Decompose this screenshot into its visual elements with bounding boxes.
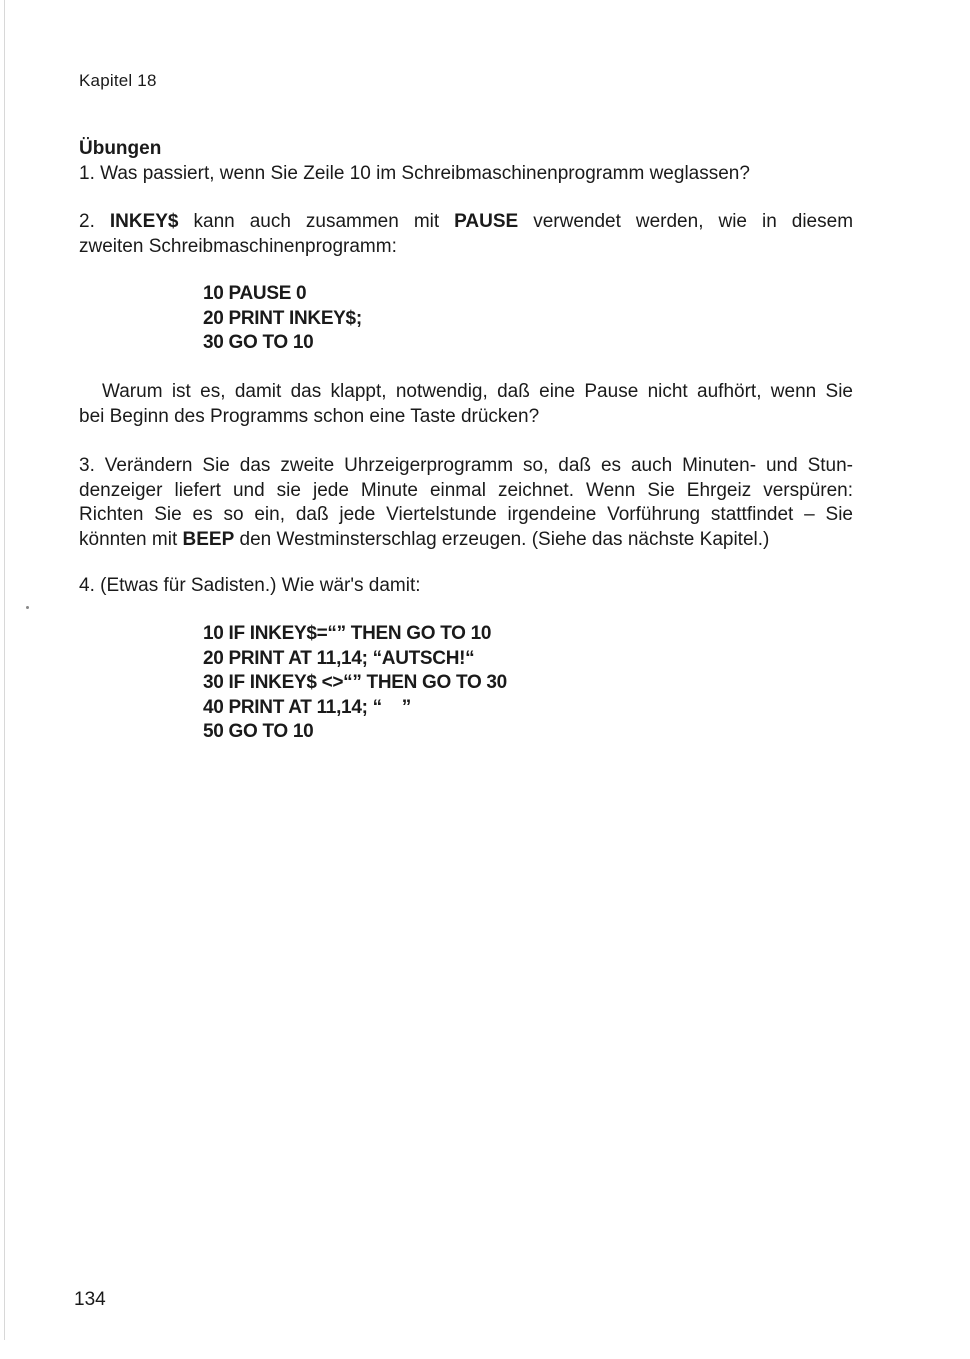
exercise-1-text: 1. Was passiert, wenn Sie Zeile 10 im Schreibmaschinenprogramm weglassen? bbox=[79, 163, 750, 184]
exercise-3-line-1: 3. Verändern Sie das zweite Uhrzeigerprogramm so, daß es auch Minuten- und Stun- bbox=[79, 455, 853, 476]
exercise-2-line-1 bbox=[79, 210, 853, 235]
code-line: 30 GO TO 10 bbox=[203, 332, 314, 353]
exercise-2-question-line-2: bei Beginn des Programms schon eine Taste drücken? bbox=[79, 405, 540, 427]
code-listing-2 bbox=[203, 622, 507, 745]
exercise-4 bbox=[79, 574, 853, 599]
exercise-2-text-b: verwendet werden, wie in diesem bbox=[518, 211, 854, 232]
code-line: 40 PRINT AT 11,14; “ ” bbox=[203, 696, 411, 718]
exercise-4-intro: 4. (Etwas für Sadisten.) Wie wär's damit: bbox=[79, 575, 421, 596]
exercise-2-question-line-1: Warum ist es, damit das klappt, notwendig, daß eine Pause nicht aufhört, wenn Sie bbox=[102, 381, 853, 402]
page-number: 134 bbox=[74, 1289, 106, 1310]
exercise-2-text-a: kann auch zusammen mit bbox=[178, 211, 455, 232]
page-edge-line bbox=[4, 0, 5, 1340]
code-line: 10 IF INKEY$=“” THEN GO TO 10 bbox=[203, 623, 492, 644]
code-line: 30 IF INKEY$ <>“” THEN GO TO 30 bbox=[203, 672, 507, 693]
exercise-2 bbox=[79, 210, 853, 259]
exercise-2-question bbox=[79, 380, 853, 429]
code-line: 20 PRINT INKEY$; bbox=[203, 307, 362, 329]
keyword-beep: BEEP bbox=[182, 528, 235, 550]
code-listing-1 bbox=[203, 282, 362, 356]
exercise-1 bbox=[79, 162, 853, 187]
section-title: Übungen bbox=[79, 138, 162, 159]
exercise-3-text-a: könnten mit bbox=[79, 528, 183, 550]
running-head: Kapitel 18 bbox=[79, 71, 157, 90]
exercise-2-line-2: zweiten Schreibmaschinenprogramm: bbox=[79, 235, 397, 257]
code-line: 50 GO TO 10 bbox=[203, 721, 314, 742]
scan-speck bbox=[26, 606, 29, 609]
keyword-inkey: INKEY$ bbox=[109, 211, 179, 232]
exercise-3-line-4 bbox=[79, 528, 853, 553]
exercise-3 bbox=[79, 454, 853, 552]
exercise-3-line-3: Richten Sie es so ein, daß jede Viertelstunde irgendeine Vorführung stattfindet – Sie bbox=[79, 504, 853, 525]
exercise-2-number: 2. bbox=[79, 211, 110, 232]
code-line: 20 PRINT AT 11,14; “AUTSCH!“ bbox=[203, 647, 475, 669]
exercise-3-line-2: denzeiger liefert und sie jede Minute einmal zeichnet. Wenn Sie Ehrgeiz verspüren: bbox=[79, 479, 853, 501]
code-line: 10 PAUSE 0 bbox=[203, 283, 307, 304]
exercise-3-text-b: den Westminsterschlag erzeugen. (Siehe das nächste Kapitel.) bbox=[234, 528, 770, 550]
keyword-pause: PAUSE bbox=[454, 211, 519, 232]
